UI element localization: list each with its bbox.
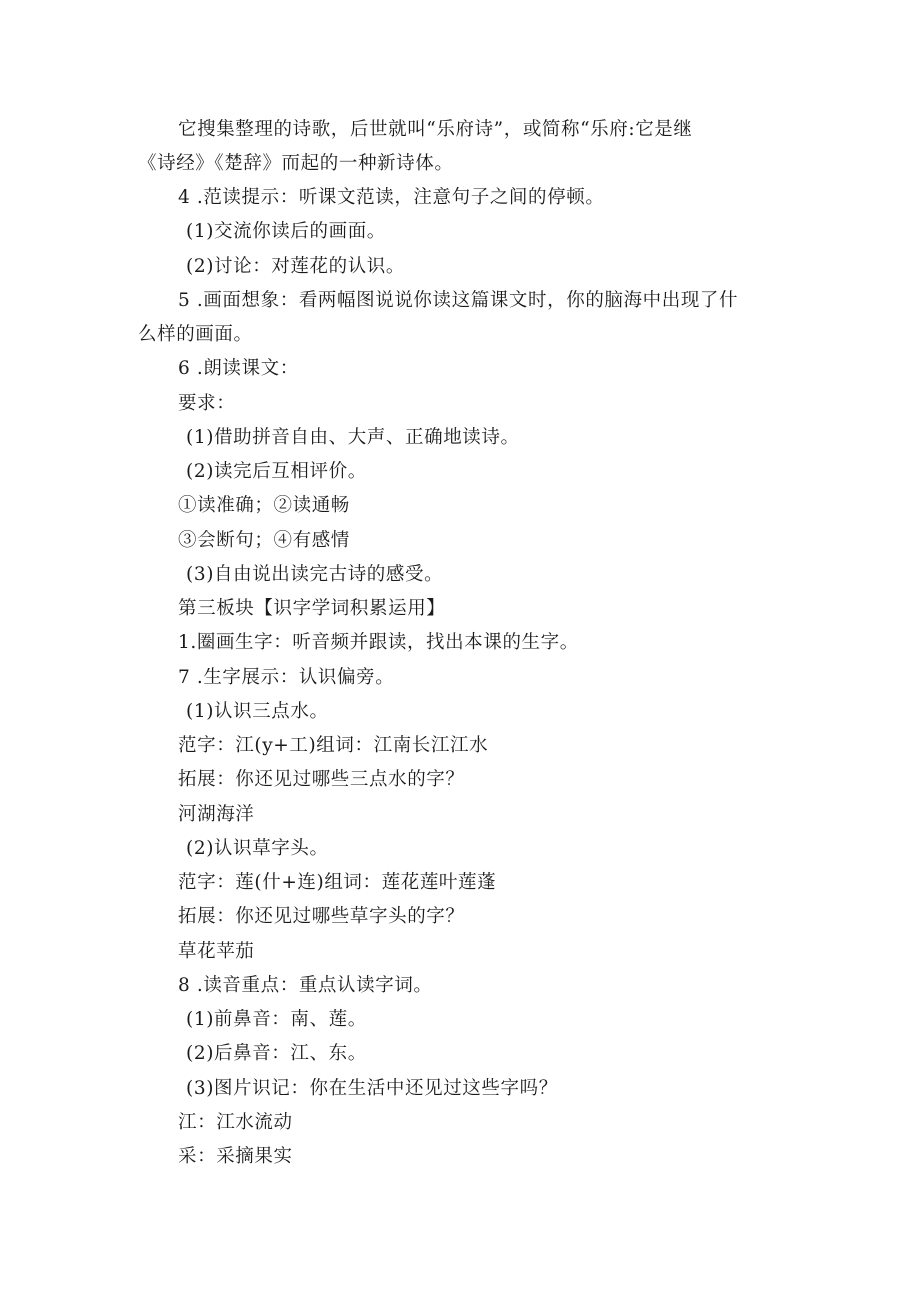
- sub-item: (1)借助拼音自由、大声、正确地读诗。: [186, 427, 520, 448]
- numbered-item: 6 .朗读课文：: [178, 358, 299, 379]
- paragraph-line: 采：采摘果实: [178, 1146, 293, 1167]
- paragraph-line: 它搜集整理的诗歌，后世就叫“乐府诗”，或简称“乐府:它是继: [178, 119, 693, 140]
- sub-item: (3)自由说出读完古诗的感受。: [186, 564, 444, 585]
- paragraph-line: ①读准确；②读通畅: [178, 495, 350, 516]
- paragraph-line: 拓展：你还见过哪些草字头的字？: [178, 906, 465, 927]
- paragraph-line: 范字：江(y+工)组词：江南长江江水: [178, 735, 489, 756]
- paragraph-line: 《诗经》《楚辞》而起的一种新诗体。: [138, 153, 454, 174]
- paragraph-line: 河湖海洋: [178, 804, 255, 825]
- numbered-item: 4 .范读提示：听课文范读，注意句子之间的停顿。: [178, 187, 605, 208]
- sub-item: (2)后鼻音：江、东。: [186, 1043, 367, 1064]
- numbered-item: 1.圈画生字：听音频并跟读，找出本课的生字。: [178, 632, 579, 653]
- paragraph-line: 要求：: [178, 393, 236, 414]
- sub-item: (2)读完后互相评价。: [186, 461, 367, 482]
- sub-item: (2)认识草字头。: [186, 838, 329, 859]
- sub-item: (1)认识三点水。: [186, 701, 329, 722]
- numbered-item: 7 .生字展示：认识偏旁。: [178, 667, 395, 688]
- sub-item: (2)讨论：对莲花的认识。: [186, 256, 406, 277]
- paragraph-line: 草花苹茄: [178, 941, 255, 962]
- paragraph-line: 拓展：你还见过哪些三点水的字？: [178, 769, 465, 790]
- paragraph-line: 江：江水流动: [178, 1112, 293, 1133]
- numbered-item: 8 .读音重点：重点认读字词。: [178, 975, 433, 996]
- section-heading: 第三板块【识字学词积累运用】: [178, 598, 446, 619]
- sub-item: (1)交流你读后的画面。: [186, 221, 386, 242]
- paragraph-line: 范字：莲(什+连)组词：莲花莲叶莲蓬: [178, 872, 497, 893]
- sub-item: (1)前鼻音：南、莲。: [186, 1009, 367, 1030]
- paragraph-line: ③会断句；④有感情: [178, 530, 350, 551]
- sub-item: (3)图片识记：你在生活中还见过这些字吗？: [186, 1078, 558, 1099]
- paragraph-line: 么样的画面。: [138, 324, 253, 345]
- numbered-item: 5 .画面想象：看两幅图说说你读这篇课文时，你的脑海中出现了什: [178, 290, 739, 311]
